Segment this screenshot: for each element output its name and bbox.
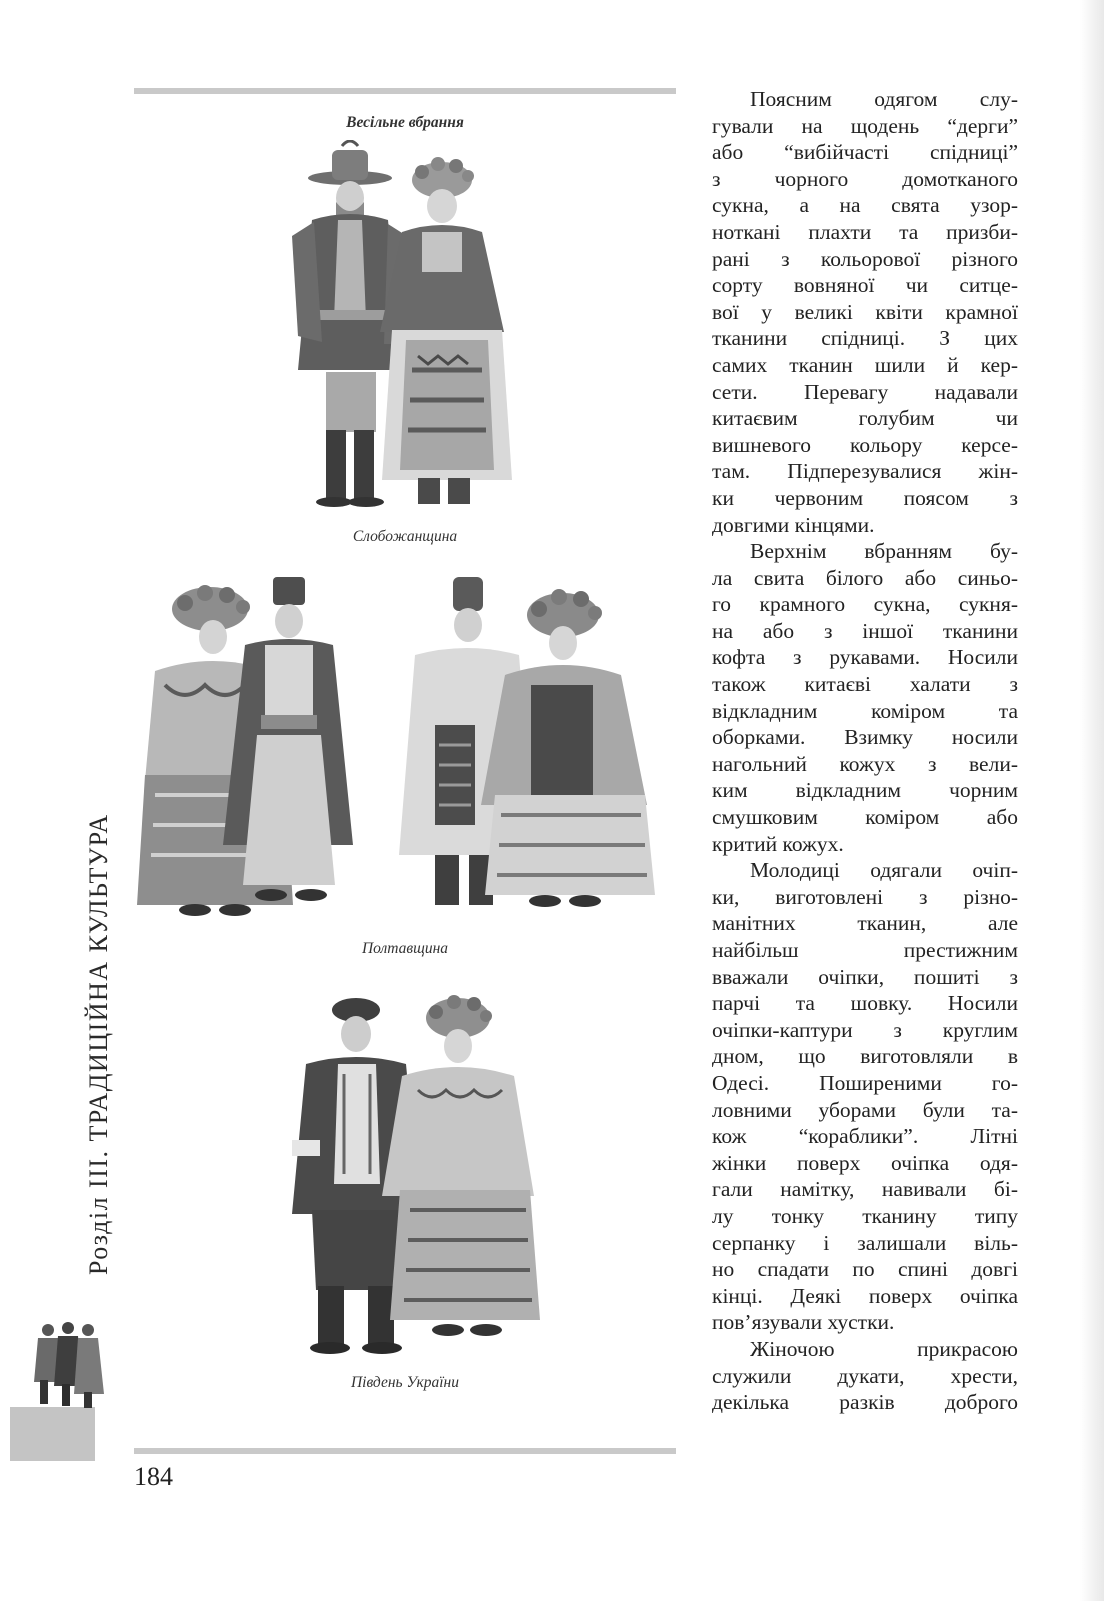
text-line: пов’язували хустки.: [712, 1310, 895, 1335]
figure-caption-slobozhanshchyna: Слобожанщина: [352, 528, 458, 545]
text-line: сети. Перевагу надавали: [712, 379, 1018, 404]
text-line: кофта з рукавами. Носили: [712, 645, 1018, 670]
text-line: також китаєві халати з: [712, 672, 1018, 697]
text-line: довгими кінцями.: [712, 512, 875, 537]
text-line: ким відкладним чорним: [712, 778, 1018, 803]
figure-title-wedding: Весільне вбрання: [346, 114, 464, 131]
text-line: кінці. Деякі поверх очіпка: [712, 1283, 1018, 1308]
text-line: Одесі. Поширеними го-: [712, 1070, 1018, 1095]
text-line: критий кожух.: [712, 831, 844, 856]
margin-grey-block: [10, 1407, 95, 1461]
margin-figure-icon: [26, 1320, 112, 1415]
text-line: ки червоним поясом з: [712, 485, 1018, 510]
text-line: Жіночою прикрасою: [750, 1336, 1018, 1361]
text-line: го крамного сукна, сукня-: [712, 592, 1018, 617]
text-line: декілька разків доброго: [712, 1390, 1018, 1415]
section-title-vertical: Розділ III. ТРАДИЦІЙНА КУЛЬТУРА: [84, 813, 113, 1275]
text-line: гували на щодень “дерги”: [712, 113, 1018, 138]
text-line: кож “кораблики”. Літні: [712, 1124, 1018, 1149]
text-line: відкладним коміром та: [712, 698, 1018, 723]
text-line: гали намітку, навивали бі-: [712, 1177, 1018, 1202]
text-line: рані з кольорової різного: [712, 246, 1018, 271]
page-number: 184: [134, 1462, 173, 1491]
text-line: жінки поверх очіпка одя-: [712, 1150, 1018, 1175]
text-line: найбільш престижним: [712, 938, 1018, 962]
text-line: там. Підперезувалися жін-: [712, 459, 1018, 484]
text-line: ки, виготовлені з різно-: [712, 884, 1018, 909]
text-line: на або з іншої тканини: [712, 618, 1018, 643]
text-line: дном, що виготовляли в: [712, 1044, 1018, 1069]
text-line: вишневого кольору керсе-: [712, 432, 1018, 457]
figure-caption-poltavshchyna: Полтавщина: [361, 940, 449, 957]
text-line: лу тонку тканину типу: [712, 1203, 1018, 1228]
text-line: оборками. Взимку носили: [712, 725, 1018, 750]
text-line: но спадати по спині довгі: [712, 1257, 1018, 1282]
page-edge-shadow: [1080, 0, 1104, 1601]
figure-south-ukraine-couple: [272, 990, 542, 1360]
text-line: вважали очіпки, пошиті з: [712, 964, 1018, 989]
figure-caption-south-ukraine: Південь України: [350, 1374, 459, 1391]
text-line: ноткані плахти та призби-: [712, 219, 1018, 244]
text-line: або “вибійчасті спідниці”: [712, 140, 1018, 165]
text-line: Верхнім вбранням бу-: [750, 539, 1018, 564]
text-line: Поясним одягом слу-: [750, 87, 1018, 111]
text-line: сорту вовняної чи ситце-: [712, 273, 1018, 298]
text-line: манітних тканин, але: [712, 911, 1018, 936]
bottom-rule: [134, 1448, 676, 1454]
text-line: парчі та шовку. Носили: [712, 991, 1018, 1016]
text-line: ловними уборами були та-: [712, 1097, 1018, 1122]
figure-slobozhanshchyna-couple: [272, 140, 542, 515]
text-line: Молодиці одягали очіп-: [750, 858, 1018, 883]
top-rule: [134, 88, 676, 94]
body-text-column: [712, 86, 1018, 1416]
text-line: серпанку і залишали віль-: [712, 1230, 1018, 1255]
text-line: служили дукати, хрести,: [712, 1363, 1018, 1388]
text-line: тканини спідниці. З цих: [712, 326, 1018, 351]
text-line: ла свита білого або синьо-: [712, 565, 1018, 590]
text-line: очіпки-каптури з круглим: [712, 1017, 1018, 1042]
text-line: з чорного домотканого: [712, 166, 1018, 191]
figure-poltavshchyna-couples: [135, 575, 665, 930]
text-line: вої у великі квіти крамної: [712, 299, 1018, 324]
text-line: нагольний кожух з вели-: [712, 751, 1018, 776]
text-line: китаєвим голубим чи: [712, 406, 1018, 431]
text-line: смушковим коміром або: [712, 805, 1018, 830]
text-line: самих тканин шили й кер-: [712, 352, 1018, 377]
text-line: сукна, а на свята узор-: [712, 193, 1018, 218]
